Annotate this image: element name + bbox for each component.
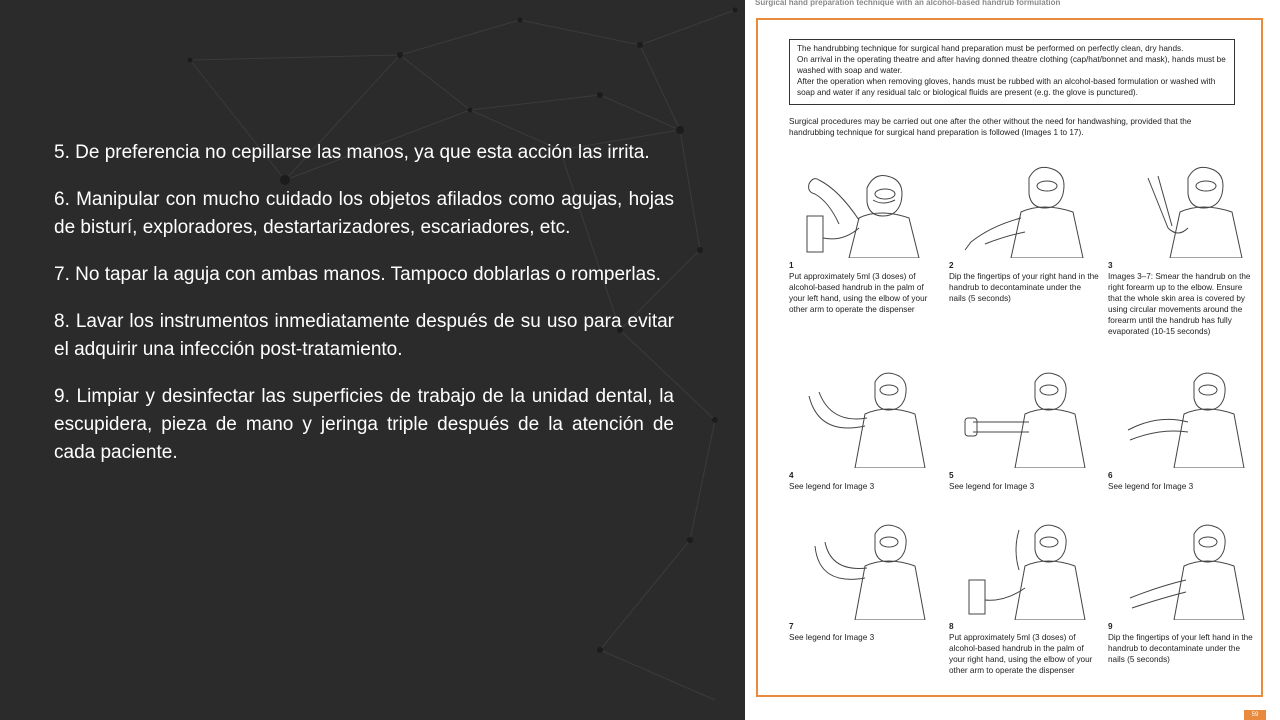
step-3-text: Images 3–7: Smear the handrub on the right forearm up to the elbow. Ensure that the whole skin area is covered by using circular movements around the forearm until the handrub has fully evaporated (10-15 seconds) [1108,272,1251,336]
illustration-step-6 [1108,368,1258,468]
step-4-number: 4 [789,471,794,480]
step-5 [949,470,1099,492]
step-1 [789,260,939,315]
step-6 [1108,470,1258,492]
step-6-number: 6 [1108,471,1113,480]
step-5-number: 5 [949,471,954,480]
step-7-number: 7 [789,622,794,631]
illustration-step-4 [789,368,939,468]
page-number-badge: 59 [1244,710,1266,720]
intro-line-2: On arrival in the operating theatre and after having donned theatre clothing (cap/hat/bonnet and mask), hands must be washed with soap and water. [797,55,1226,75]
illustration-step-8 [949,520,1099,620]
intro-line-1: The handrubbing technique for surgical hand preparation must be performed on perfectly clean, dry hands. [797,44,1184,53]
step-9-text: Dip the fingertips of your left hand in the handrub to decontaminate under the nails (5 seconds) [1108,633,1253,664]
procedures-paragraph: Surgical procedures may be carried out one after the other without the need for handwashing, provided that the handrubbing technique for surgical hand preparation is followed (Images 1 to 17). [789,117,1192,137]
step-6-text: See legend for Image 3 [1108,482,1194,491]
step-8-number: 8 [949,622,954,631]
illustration-step-5 [949,368,1099,468]
step-9 [1108,621,1258,665]
guidelines-text-block [54,139,674,486]
step-7-text: See legend for Image 3 [789,633,875,642]
step-3 [1108,260,1258,337]
step-8 [949,621,1099,676]
guideline-item-6: 6. Manipular con mucho cuidado los objetos afilados como agujas, hojas de bisturí, exploradores, destartarizadores, escariadores, etc. [54,189,674,238]
illustration-step-1 [789,158,939,258]
step-2-number: 2 [949,261,954,270]
step-3-number: 3 [1108,261,1113,270]
step-1-number: 1 [789,261,794,270]
guideline-item-7: 7. No tapar la aguja con ambas manos. Tampoco doblarlas o romperlas. [54,264,661,285]
intro-line-3: After the operation when removing gloves, hands must be rubbed with an alcohol-based formulation or washed with soap and water if any residual talc or biological fluids are present (e.g. the glove is punctured). [797,77,1216,97]
illustration-step-2 [949,158,1099,258]
guideline-item-9: 9. Limpiar y desinfectar las superficies de trabajo de la unidad dental, la escupidera, pieza de mano y jeringa triple después de la atención de cada paciente. [54,386,674,463]
illustration-step-3 [1108,158,1258,258]
guideline-item-5: 5. De preferencia no cepillarse las manos, ya que esta acción las irrita. [54,142,650,163]
step-4-text: See legend for Image 3 [789,482,875,491]
orange-frame [756,18,1263,697]
step-4 [789,470,939,492]
step-8-text: Put approximately 5ml (3 doses) of alcohol-based handrub in the palm of your right hand, using the elbow of your other arm to operate the dispenser [949,633,1093,675]
document-header: Surgical hand preparation technique with an alcohol-based handrub formulation [755,0,1061,7]
step-2-text: Dip the fingertips of your right hand in the handrub to decontaminate under the nails (5 seconds) [949,272,1099,303]
step-5-text: See legend for Image 3 [949,482,1035,491]
step-7 [789,621,939,643]
intro-box [789,39,1235,105]
illustration-step-7 [789,520,939,620]
document-page-image [745,0,1280,720]
step-2 [949,260,1099,304]
step-1-text: Put approximately 5ml (3 doses) of alcohol-based handrub in the palm of your left hand, using the elbow of your other arm to operate the dispenser [789,272,928,314]
illustration-step-9 [1108,520,1258,620]
step-9-number: 9 [1108,622,1113,631]
guideline-item-8: 8. Lavar los instrumentos inmediatamente después de su uso para evitar el adquirir una infección post-tratamiento. [54,311,674,360]
